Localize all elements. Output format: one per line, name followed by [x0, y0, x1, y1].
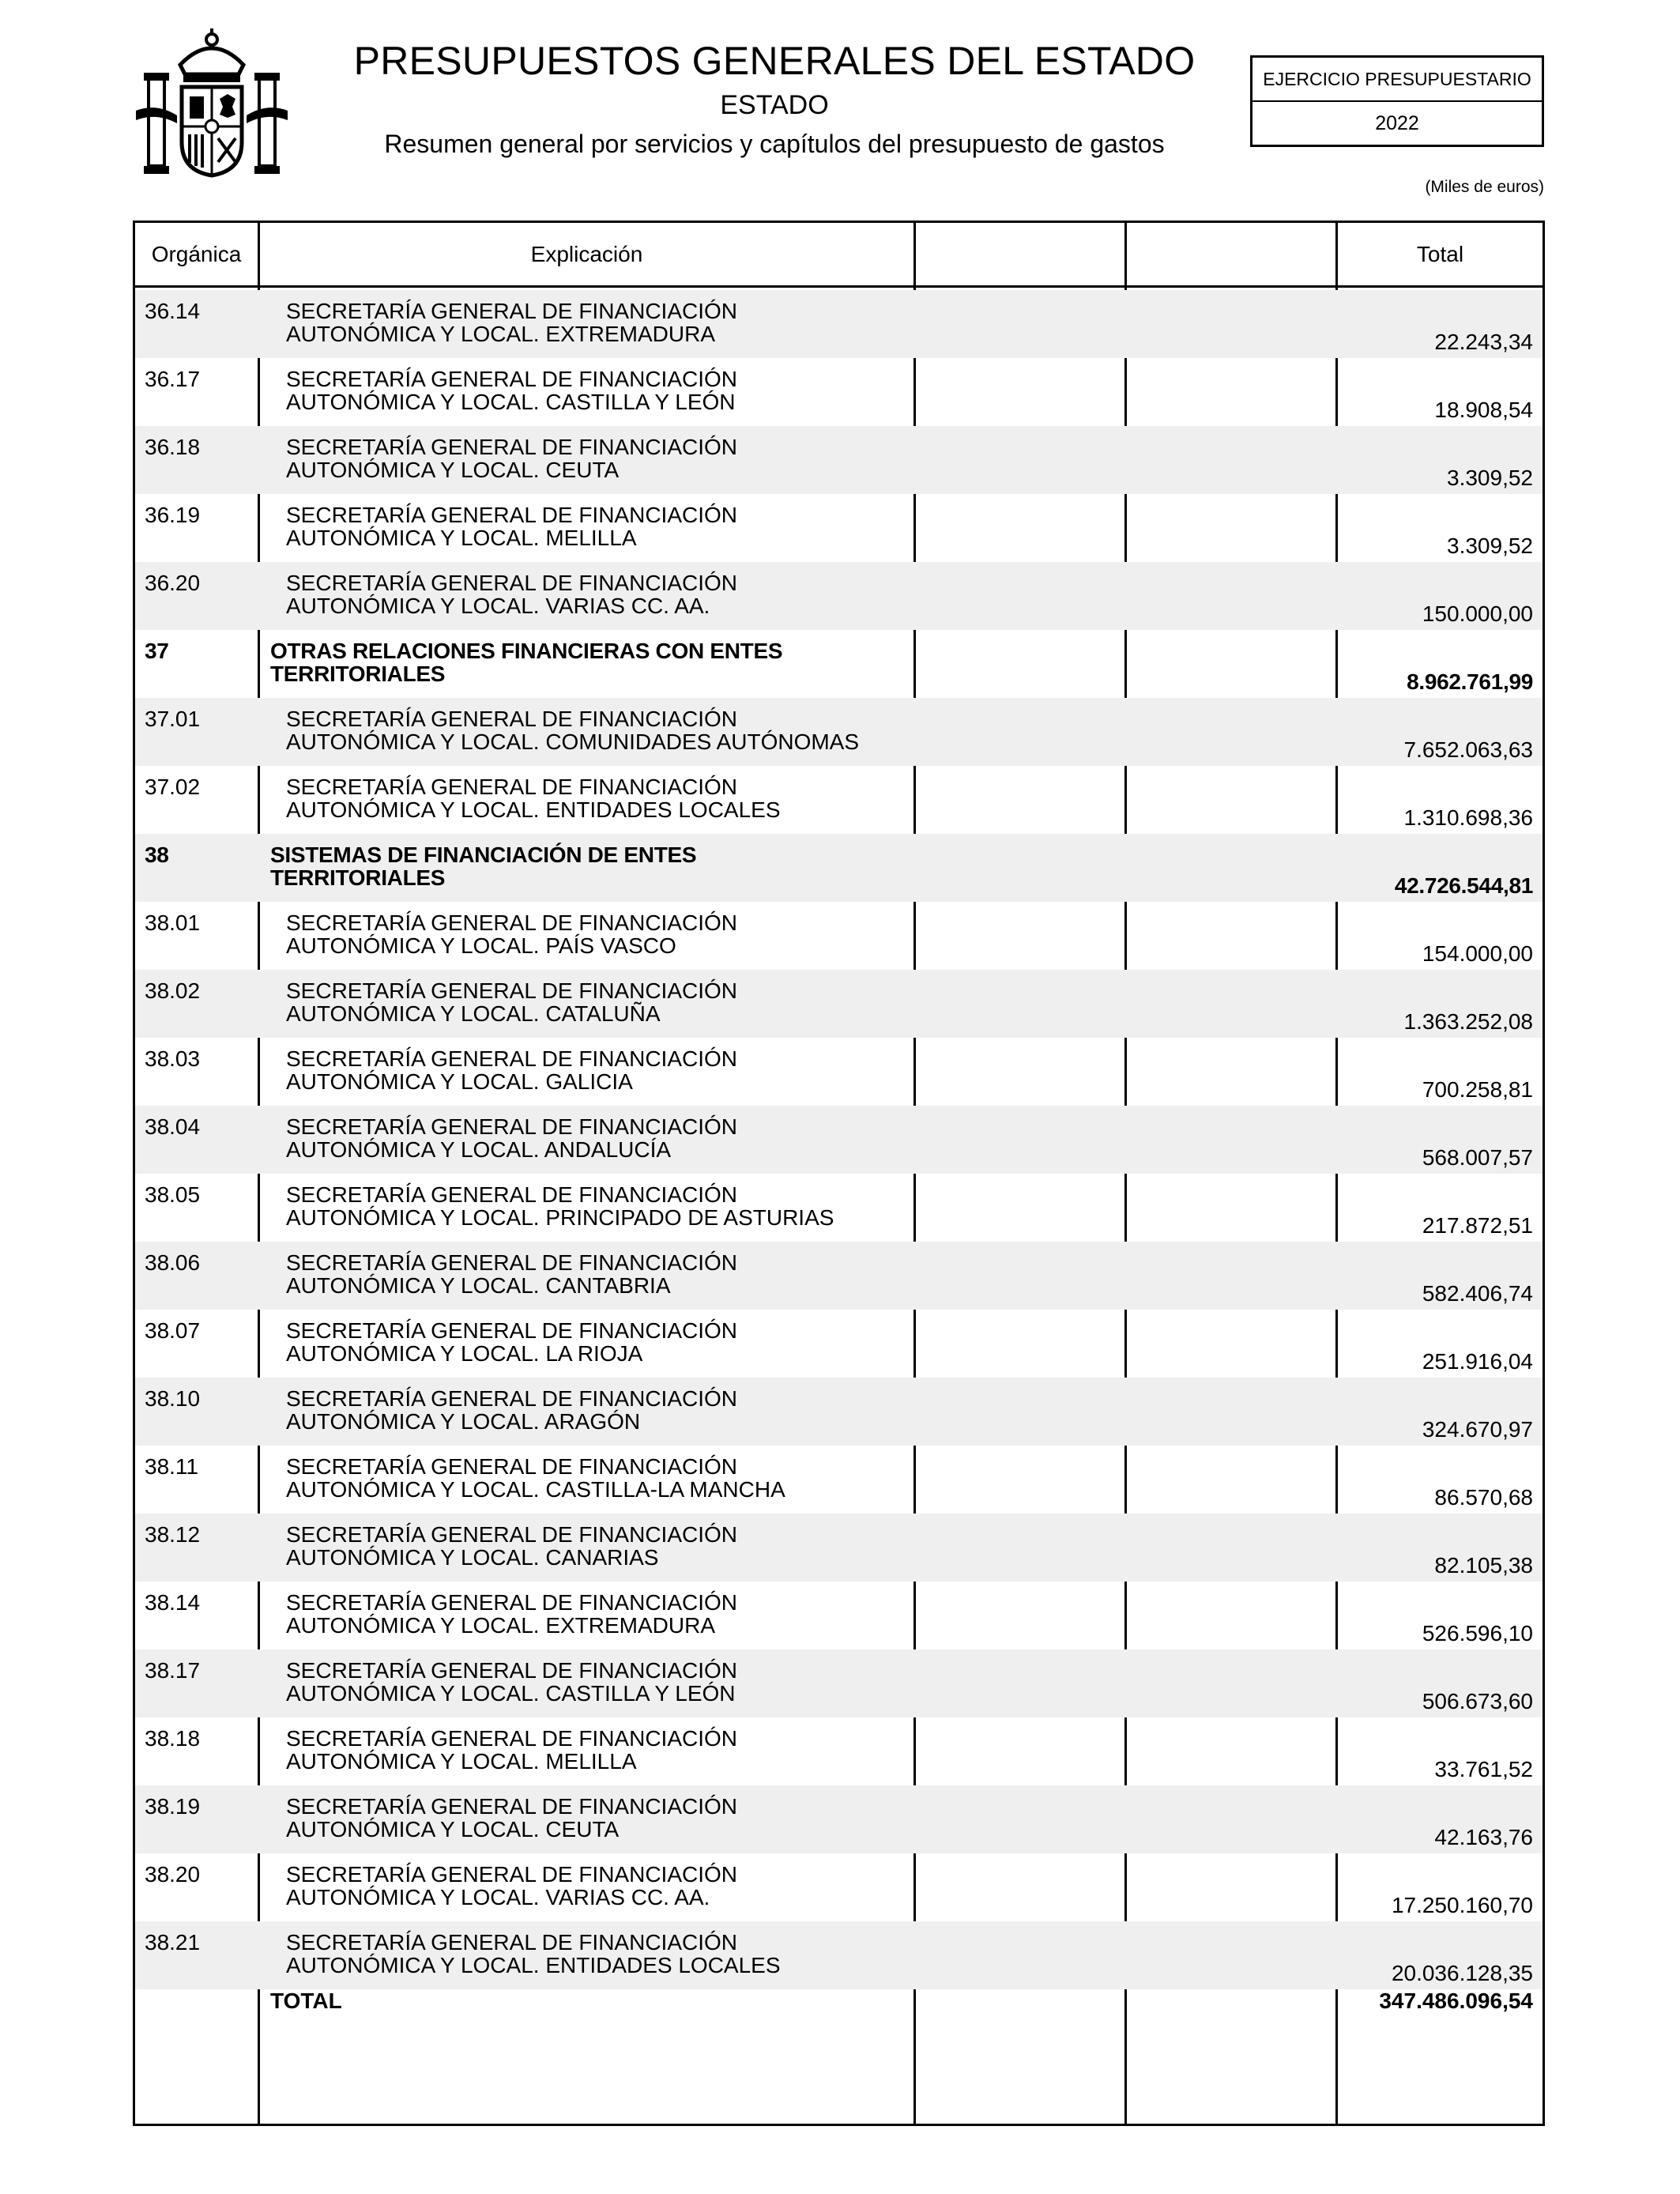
- row-description-line: SISTEMAS DE FINANCIACIÓN DE ENTES: [270, 843, 697, 867]
- row-code: 36.18: [145, 435, 201, 459]
- row-description-line: AUTONÓMICA Y LOCAL. ENTIDADES LOCALES: [286, 797, 781, 822]
- row-code: 38.07: [145, 1318, 201, 1343]
- row-code: 38.06: [145, 1250, 201, 1275]
- row-code: 36.14: [145, 299, 201, 323]
- fiscal-year-value: 2022: [1375, 112, 1419, 134]
- row-description: [286, 1047, 934, 1093]
- row-description-line: AUTONÓMICA Y LOCAL. CEUTA: [286, 458, 620, 482]
- row-code: 38.11: [145, 1454, 198, 1479]
- table-row: [135, 1785, 1543, 1853]
- row-description: [286, 1115, 934, 1161]
- row-description-line: SECRETARÍA GENERAL DE FINANCIACIÓN: [286, 1726, 737, 1751]
- row-description-line: SECRETARÍA GENERAL DE FINANCIACIÓN: [286, 1318, 737, 1343]
- table-row: [135, 1242, 1543, 1310]
- table-header: [135, 223, 1543, 288]
- page-subtitle: ESTADO: [720, 90, 829, 120]
- row-total: 42.726.544,81: [1394, 873, 1533, 898]
- table-row: [135, 1921, 1543, 1989]
- row-description: [286, 1795, 934, 1841]
- table-row: [135, 1310, 1543, 1378]
- row-code: 37.02: [145, 775, 201, 799]
- column-header-blank-1: [916, 223, 1124, 285]
- table-row: [135, 630, 1543, 698]
- row-total: 18.908,54: [1434, 398, 1533, 422]
- row-description: [286, 1455, 934, 1501]
- row-description: [286, 435, 934, 481]
- row-description: [286, 707, 934, 753]
- row-code: 36.19: [145, 503, 201, 527]
- table-row: [135, 290, 1543, 358]
- row-code: 37: [145, 639, 169, 663]
- row-description-line: SECRETARÍA GENERAL DE FINANCIACIÓN: [286, 775, 737, 799]
- row-description: [286, 1251, 934, 1297]
- row-total: 1.310.698,36: [1403, 805, 1533, 830]
- table-row: [135, 1853, 1543, 1921]
- row-description: [286, 979, 934, 1025]
- row-total: 7.652.063,63: [1403, 737, 1533, 762]
- row-code: 38.10: [145, 1386, 201, 1411]
- row-description-line: SECRETARÍA GENERAL DE FINANCIACIÓN: [286, 367, 737, 391]
- row-description-line: SECRETARÍA GENERAL DE FINANCIACIÓN: [286, 503, 737, 527]
- row-description-line: AUTONÓMICA Y LOCAL. PRINCIPADO DE ASTURIAS: [286, 1205, 834, 1230]
- row-description-line: SECRETARÍA GENERAL DE FINANCIACIÓN: [286, 299, 737, 323]
- row-description: [286, 1591, 934, 1637]
- row-code: 38.21: [145, 1930, 201, 1955]
- row-description: [270, 843, 918, 889]
- row-description: [286, 1319, 934, 1365]
- row-description: [286, 1387, 934, 1433]
- table-row: [135, 970, 1543, 1038]
- row-description-line: AUTONÓMICA Y LOCAL. ENTIDADES LOCALES: [286, 1953, 781, 1977]
- row-description-line: SECRETARÍA GENERAL DE FINANCIACIÓN: [286, 1590, 737, 1615]
- row-description-line: SECRETARÍA GENERAL DE FINANCIACIÓN: [286, 978, 737, 1003]
- grand-total-value: 347.486.096,54: [1379, 1989, 1533, 2013]
- fiscal-year-label: EJERCICIO PRESUPUESTARIO: [1252, 58, 1542, 102]
- row-description: [286, 1931, 934, 1977]
- row-description-line: SECRETARÍA GENERAL DE FINANCIACIÓN: [286, 1114, 737, 1139]
- coat-of-arms-icon: [133, 24, 291, 182]
- row-description: [286, 368, 934, 413]
- column-header-blank-2: [1127, 223, 1335, 285]
- row-description-line: AUTONÓMICA Y LOCAL. ARAGÓN: [286, 1409, 641, 1434]
- table-row: [135, 698, 1543, 766]
- table-row: [135, 426, 1543, 494]
- page-description: Resumen general por servicios y capítulos del presupuesto de gastos: [384, 130, 1165, 158]
- row-description-line: AUTONÓMICA Y LOCAL. CANTABRIA: [286, 1273, 671, 1298]
- row-total: 568.007,57: [1422, 1145, 1533, 1170]
- row-code: 38: [145, 843, 169, 867]
- row-description-line: AUTONÓMICA Y LOCAL. LA RIOJA: [286, 1341, 643, 1366]
- row-description-line: OTRAS RELACIONES FINANCIERAS CON ENTES: [270, 639, 783, 663]
- table-row: [135, 1174, 1543, 1242]
- fiscal-year-box: [1250, 55, 1544, 147]
- column-header-organica: Orgánica: [151, 242, 242, 266]
- row-total: 324.670,97: [1422, 1417, 1533, 1442]
- grand-total-row: [135, 1989, 1543, 2037]
- row-description-line: AUTONÓMICA Y LOCAL. MELILLA: [286, 526, 637, 550]
- row-code: 38.05: [145, 1182, 201, 1207]
- table-row: [135, 1038, 1543, 1106]
- row-code: 38.17: [145, 1658, 201, 1683]
- row-description: [286, 775, 934, 821]
- row-code: 38.04: [145, 1114, 201, 1139]
- row-description-line: AUTONÓMICA Y LOCAL. CASTILLA Y LEÓN: [286, 390, 736, 414]
- table-row: [135, 1649, 1543, 1717]
- row-total: 17.250.160,70: [1391, 1893, 1533, 1917]
- row-description-line: AUTONÓMICA Y LOCAL. EXTREMADURA: [286, 322, 716, 346]
- row-total: 42.163,76: [1434, 1825, 1533, 1849]
- row-description-line: TERRITORIALES: [270, 662, 446, 686]
- row-total: 86.570,68: [1434, 1485, 1533, 1510]
- row-description-line: SECRETARÍA GENERAL DE FINANCIACIÓN: [286, 1862, 737, 1887]
- row-description-line: SECRETARÍA GENERAL DE FINANCIACIÓN: [286, 571, 737, 595]
- row-code: 38.03: [145, 1046, 201, 1071]
- row-code: 37.01: [145, 707, 201, 731]
- table-row: [135, 1106, 1543, 1174]
- row-code: 38.20: [145, 1862, 201, 1887]
- row-total: 251.916,04: [1422, 1349, 1533, 1374]
- row-total: 506.673,60: [1422, 1689, 1533, 1713]
- row-description-line: SECRETARÍA GENERAL DE FINANCIACIÓN: [286, 1182, 737, 1207]
- row-description-line: AUTONÓMICA Y LOCAL. CASTILLA-LA MANCHA: [286, 1477, 785, 1502]
- row-description-line: AUTONÓMICA Y LOCAL. PAÍS VASCO: [286, 933, 676, 958]
- table-row: [135, 1514, 1543, 1581]
- row-description-line: AUTONÓMICA Y LOCAL. CATALUÑA: [286, 1001, 661, 1026]
- row-description: [286, 1523, 934, 1569]
- row-code: 38.18: [145, 1726, 201, 1751]
- table-row: [135, 766, 1543, 834]
- units-note: (Miles de euros): [1425, 178, 1544, 196]
- row-description-line: AUTONÓMICA Y LOCAL. VARIAS CC. AA.: [286, 594, 710, 618]
- row-description-line: AUTONÓMICA Y LOCAL. CEUTA: [286, 1817, 620, 1842]
- page-title: PRESUPUESTOS GENERALES DEL ESTADO: [353, 39, 1196, 83]
- row-description-line: AUTONÓMICA Y LOCAL. CASTILLA Y LEÓN: [286, 1681, 736, 1706]
- row-description: [286, 1183, 934, 1229]
- row-description-line: SECRETARÍA GENERAL DE FINANCIACIÓN: [286, 1046, 737, 1071]
- table-row: [135, 1446, 1543, 1514]
- row-total: 3.309,52: [1447, 533, 1533, 558]
- table-row: [135, 1378, 1543, 1446]
- table-row: [135, 1581, 1543, 1649]
- row-description-line: SECRETARÍA GENERAL DE FINANCIACIÓN: [286, 707, 737, 731]
- table-row: [135, 1717, 1543, 1785]
- row-total: 82.105,38: [1434, 1553, 1533, 1578]
- row-description-line: AUTONÓMICA Y LOCAL. ANDALUCÍA: [286, 1137, 672, 1162]
- table-row: [135, 562, 1543, 630]
- row-total: 582.406,74: [1422, 1281, 1533, 1306]
- row-total: 33.761,52: [1434, 1757, 1533, 1781]
- row-code: 38.02: [145, 978, 201, 1003]
- row-total: 8.962.761,99: [1407, 669, 1533, 694]
- row-total: 22.243,34: [1434, 330, 1533, 354]
- row-description-line: SECRETARÍA GENERAL DE FINANCIACIÓN: [286, 1658, 737, 1683]
- row-description-line: TERRITORIALES: [270, 865, 446, 890]
- row-description-line: SECRETARÍA GENERAL DE FINANCIACIÓN: [286, 1386, 737, 1411]
- row-total: 20.036.128,35: [1391, 1961, 1533, 1985]
- row-total: 700.258,81: [1422, 1077, 1533, 1102]
- budget-table: [133, 221, 1545, 2126]
- row-description-line: SECRETARÍA GENERAL DE FINANCIACIÓN: [286, 1794, 737, 1819]
- row-description: [286, 300, 934, 345]
- row-description-line: AUTONÓMICA Y LOCAL. EXTREMADURA: [286, 1613, 716, 1638]
- row-description: [286, 503, 934, 549]
- row-total: 150.000,00: [1422, 601, 1533, 626]
- row-description: [286, 911, 934, 957]
- row-code: 36.17: [145, 367, 201, 391]
- row-total: 3.309,52: [1447, 466, 1533, 490]
- row-description: [286, 1659, 934, 1705]
- row-total: 154.000,00: [1422, 941, 1533, 966]
- row-description: [286, 1727, 934, 1773]
- row-description-line: SECRETARÍA GENERAL DE FINANCIACIÓN: [286, 910, 737, 935]
- row-description-line: AUTONÓMICA Y LOCAL. VARIAS CC. AA.: [286, 1885, 710, 1909]
- table-row: [135, 358, 1543, 426]
- table-row: [135, 494, 1543, 562]
- column-header-explicacion: Explicación: [530, 242, 643, 266]
- row-description-line: SECRETARÍA GENERAL DE FINANCIACIÓN: [286, 1930, 737, 1955]
- table-row: [135, 902, 1543, 970]
- row-total: 1.363.252,08: [1403, 1009, 1533, 1034]
- row-code: 36.20: [145, 571, 201, 595]
- row-code: 38.01: [145, 910, 201, 935]
- row-total: 526.596,10: [1422, 1621, 1533, 1646]
- row-description-line: AUTONÓMICA Y LOCAL. GALICIA: [286, 1069, 633, 1094]
- row-description: [286, 571, 934, 617]
- row-description-line: SECRETARÍA GENERAL DE FINANCIACIÓN: [286, 1522, 737, 1547]
- row-total: 217.872,51: [1422, 1213, 1533, 1238]
- row-description: [270, 639, 918, 685]
- row-description-line: SECRETARÍA GENERAL DE FINANCIACIÓN: [286, 1454, 737, 1479]
- table-row: [135, 834, 1543, 902]
- column-header-total: Total: [1416, 242, 1464, 266]
- row-description-line: SECRETARÍA GENERAL DE FINANCIACIÓN: [286, 1250, 737, 1275]
- row-code: 38.12: [145, 1522, 201, 1547]
- grand-total-label: TOTAL: [270, 1989, 342, 2013]
- row-code: 38.14: [145, 1590, 201, 1615]
- row-description-line: AUTONÓMICA Y LOCAL. CANARIAS: [286, 1545, 659, 1570]
- row-description-line: AUTONÓMICA Y LOCAL. MELILLA: [286, 1749, 637, 1774]
- row-description-line: SECRETARÍA GENERAL DE FINANCIACIÓN: [286, 435, 737, 459]
- row-code: 38.19: [145, 1794, 201, 1819]
- row-description: [286, 1863, 934, 1909]
- row-description-line: AUTONÓMICA Y LOCAL. COMUNIDADES AUTÓNOMAS: [286, 729, 860, 754]
